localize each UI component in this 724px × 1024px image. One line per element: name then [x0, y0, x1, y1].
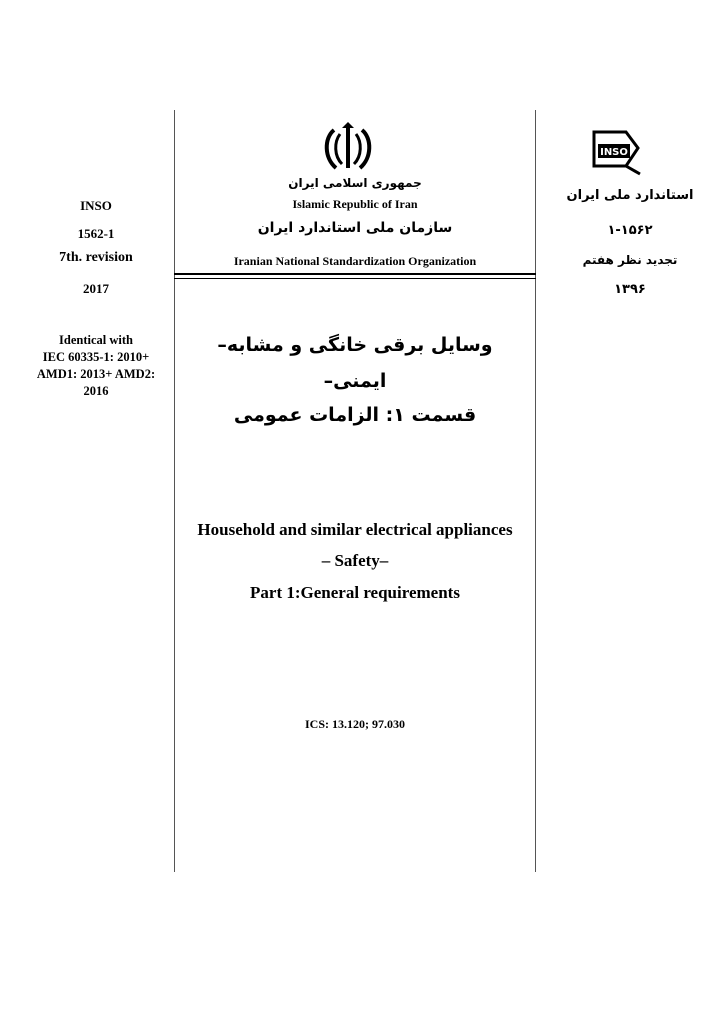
inso-logo — [586, 126, 646, 183]
identical-line-4: 2016 — [83, 384, 109, 398]
header-rule-thick — [174, 273, 536, 275]
org-code: INSO — [80, 198, 112, 213]
year: 2017 — [83, 281, 109, 296]
national-standard-fa: استاندارد ملی ایران — [566, 188, 694, 203]
inso-logo-text: INSO — [600, 147, 628, 158]
year-fa: ۱۳۹۶ — [614, 282, 646, 297]
identical-line-3: AMD1: 2013+ AMD2: — [36, 367, 156, 381]
left-divider — [174, 110, 175, 872]
title-en-line-3: Part 1:General requirements — [250, 583, 460, 602]
standard-number-fa: ۱-۱۵۶۲ — [607, 223, 653, 238]
title-en-line-2: – Safety– — [321, 551, 389, 570]
revision-fa: تجدید نظر هفتم — [582, 253, 678, 267]
right-divider — [535, 110, 536, 872]
organization-en: Iranian National Standardization Organization — [233, 254, 477, 268]
title-en-line-1: Household and similar electrical appliances — [197, 520, 513, 539]
identical-with — [20, 332, 172, 400]
title-fa-line-2: ایمنی– — [323, 370, 387, 392]
republic-fa: جمهوری اسلامی ایران — [288, 176, 422, 190]
title-fa-line-3: قسمت ۱: الزامات عمومی — [233, 404, 477, 426]
identical-line-1: Identical with — [59, 333, 133, 347]
republic-en: Islamic Republic of Iran — [292, 197, 418, 211]
organization-fa: سازمان ملی استاندارد ایران — [257, 220, 453, 236]
ics-code: ICS: 13.120; 97.030 — [304, 717, 405, 731]
identical-line-2: IEC 60335-1: 2010+ — [42, 350, 150, 364]
title-fa-line-1: وسایل برقی خانگی و مشابه– — [217, 334, 493, 356]
revision: 7th. revision — [59, 250, 133, 265]
standard-number: 1562-1 — [77, 226, 115, 241]
iran-emblem — [318, 122, 378, 179]
header-rule-thin — [174, 278, 536, 279]
